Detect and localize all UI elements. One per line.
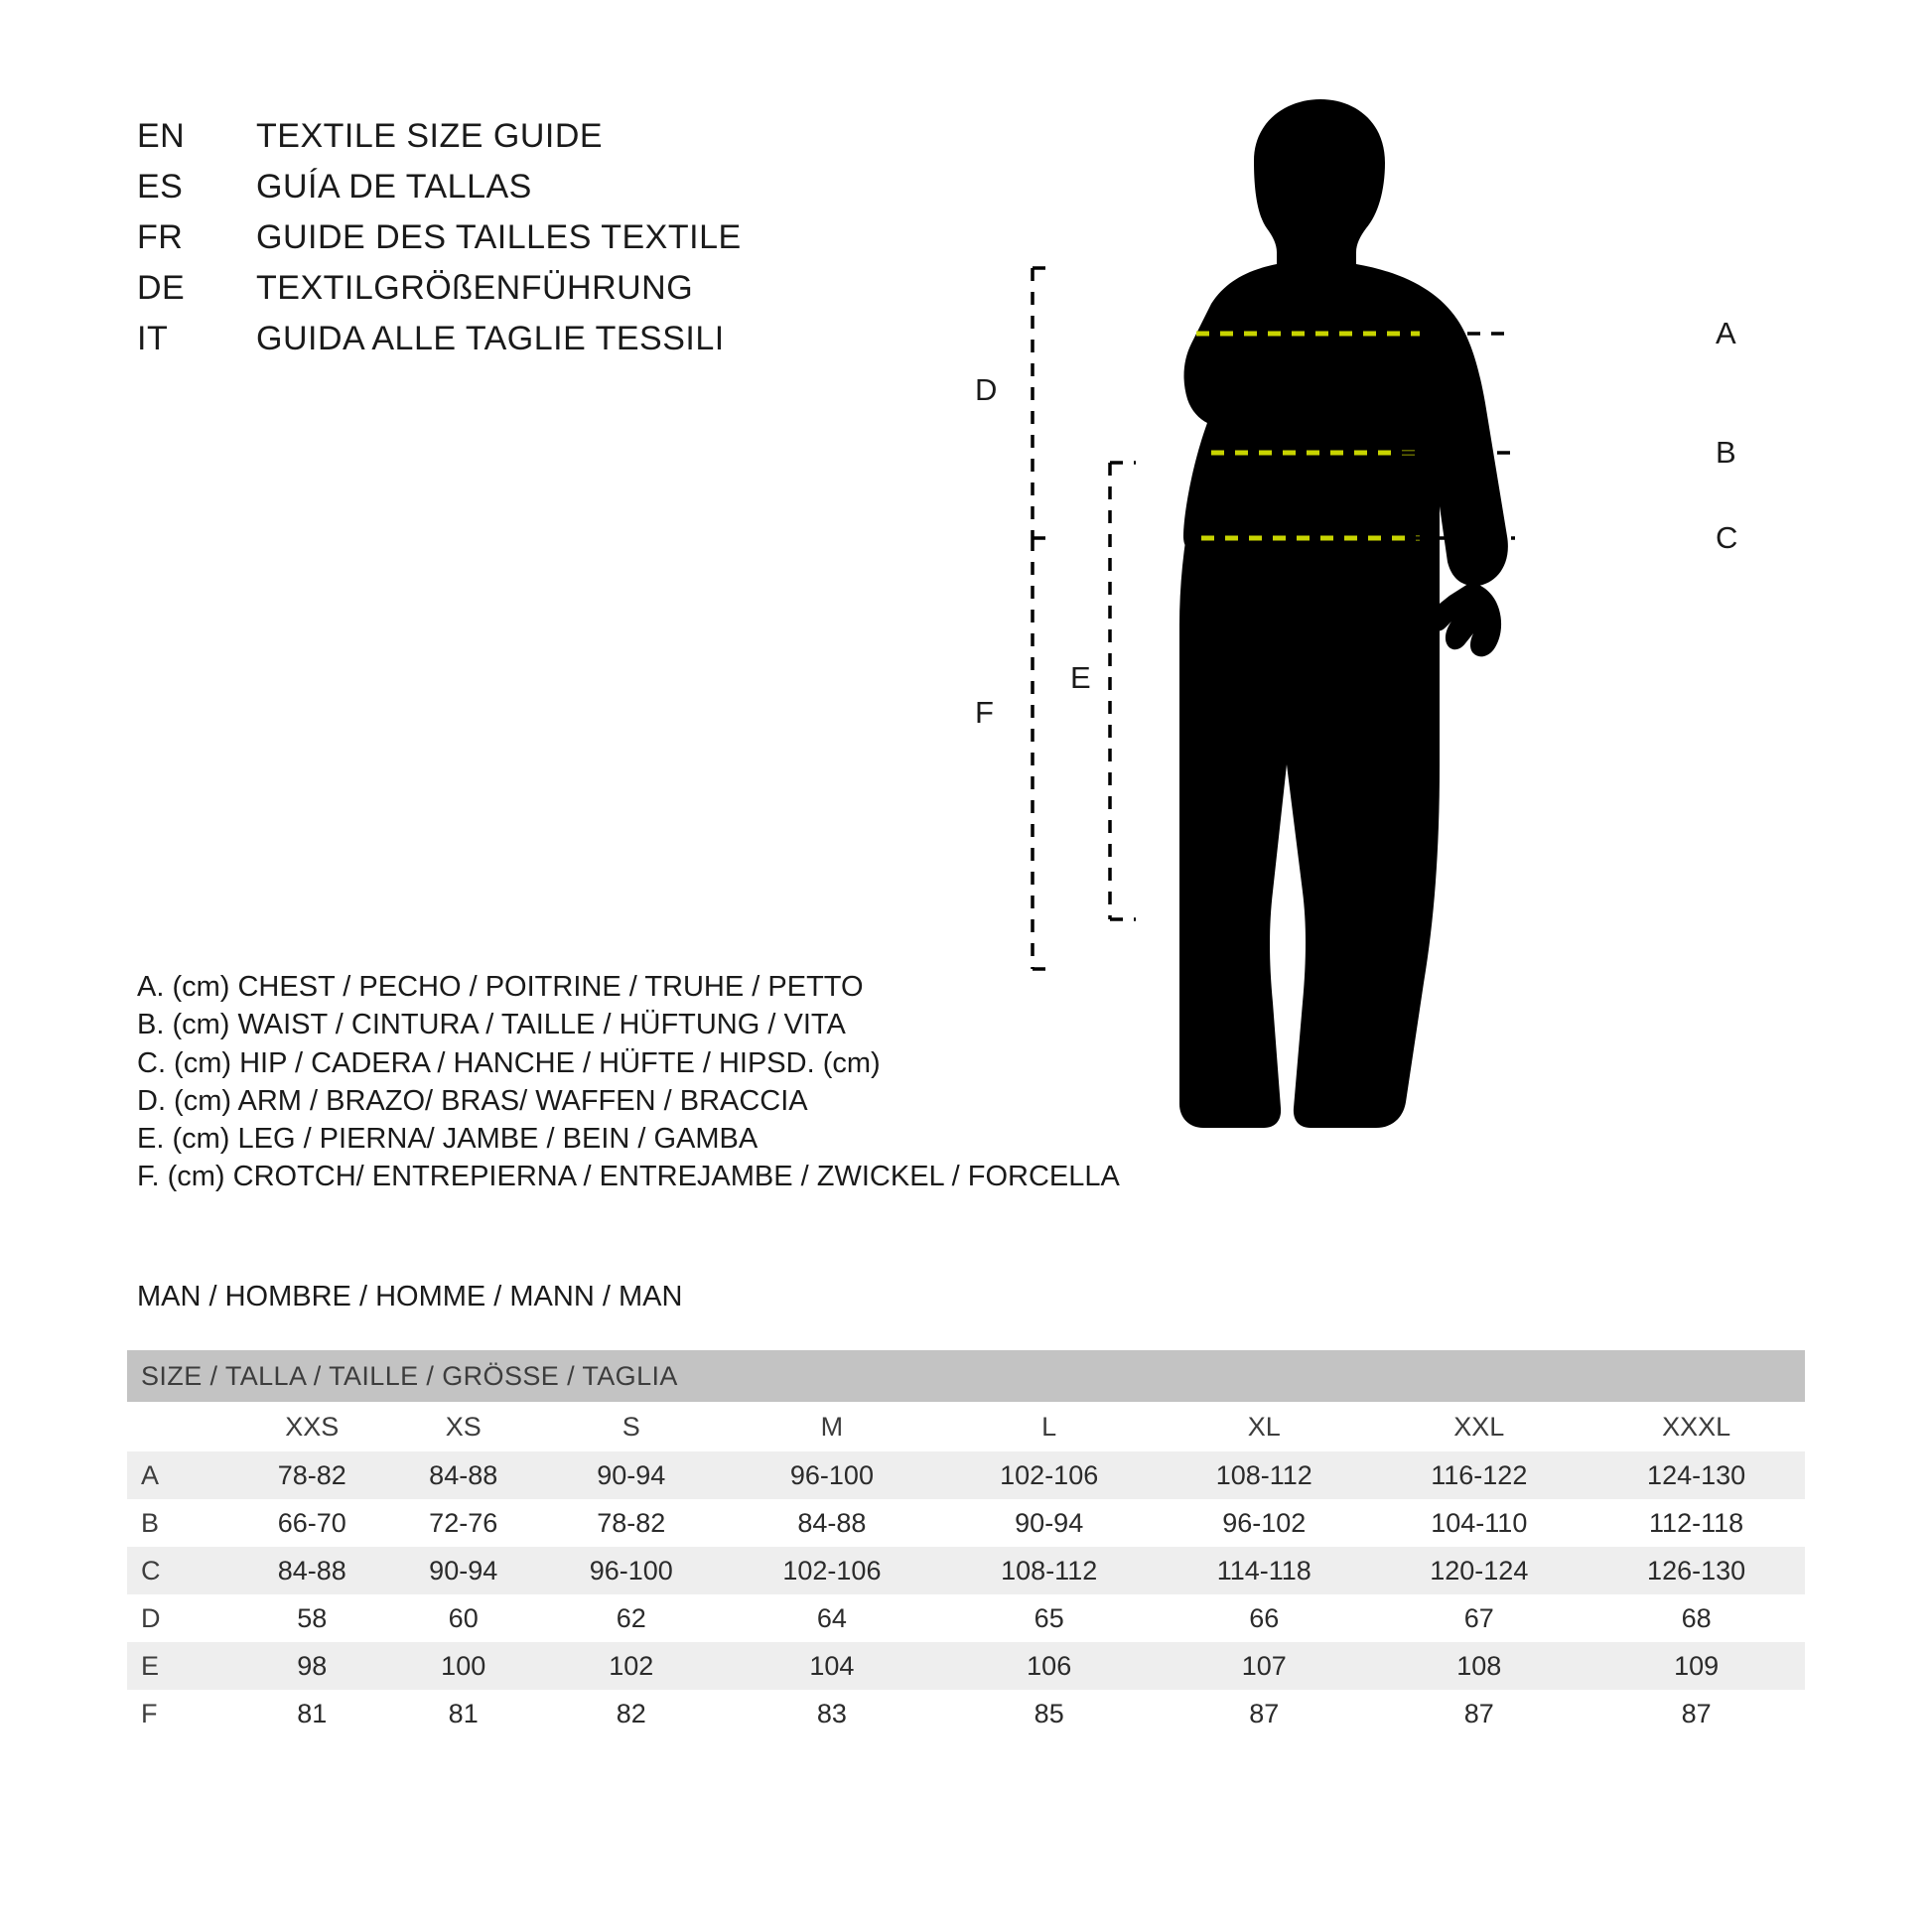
table-cell: 87 xyxy=(1370,1690,1587,1737)
table-row xyxy=(127,1594,1805,1642)
legend-item-b: B. (cm) WAIST / CINTURA / TAILLE / HÜFTUNG / VITA xyxy=(137,1009,846,1041)
table-cell: 102 xyxy=(539,1642,724,1690)
row-label: B xyxy=(127,1499,236,1547)
column-header: XXXL xyxy=(1587,1402,1805,1451)
language-row xyxy=(137,269,892,320)
table-cell: 84-88 xyxy=(236,1547,387,1594)
table-cell: 102-106 xyxy=(724,1547,941,1594)
table-cell: 67 xyxy=(1370,1594,1587,1642)
table-cell: 96-100 xyxy=(539,1547,724,1594)
language-title-block xyxy=(137,117,892,370)
table-row xyxy=(127,1642,1805,1690)
table-band-title-row xyxy=(127,1350,1805,1402)
language-row xyxy=(137,168,892,218)
bracket-d xyxy=(1033,268,1056,538)
column-header: L xyxy=(940,1402,1158,1451)
legend-item-c: C. (cm) HIP / CADERA / HANCHE / HÜFTE / HIPSD. (cm) xyxy=(137,1046,881,1079)
row-label: A xyxy=(127,1451,236,1499)
table-cell: 102-106 xyxy=(940,1451,1158,1499)
table-row xyxy=(127,1451,1805,1499)
language-code: DE xyxy=(137,269,186,307)
label-d: D xyxy=(975,372,998,407)
size-table xyxy=(127,1350,1805,1737)
column-header: XXL xyxy=(1370,1402,1587,1451)
language-code: EN xyxy=(137,117,186,155)
table-row xyxy=(127,1499,1805,1547)
table-cell: 72-76 xyxy=(387,1499,538,1547)
table-cell: 68 xyxy=(1587,1594,1805,1642)
column-header: XS xyxy=(387,1402,538,1451)
language-code: FR xyxy=(137,218,184,256)
table-cell: 64 xyxy=(724,1594,941,1642)
table-cell: 112-118 xyxy=(1587,1499,1805,1547)
column-header: S xyxy=(539,1402,724,1451)
label-a: A xyxy=(1716,316,1736,350)
legend-item-e: E. (cm) LEG / PIERNA/ JAMBE / BEIN / GAMBA xyxy=(137,1123,759,1156)
table-cell: 60 xyxy=(387,1594,538,1642)
table-corner-cell xyxy=(127,1402,236,1451)
label-b: B xyxy=(1716,435,1736,470)
table-cell: 84-88 xyxy=(724,1499,941,1547)
table-cell: 78-82 xyxy=(236,1451,387,1499)
table-cell: 90-94 xyxy=(940,1499,1158,1547)
table-cell: 96-100 xyxy=(724,1451,941,1499)
table-cell: 96-102 xyxy=(1158,1499,1370,1547)
table-cell: 83 xyxy=(724,1690,941,1737)
row-label: F xyxy=(127,1690,236,1737)
table-cell: 85 xyxy=(940,1690,1158,1737)
table-cell: 66 xyxy=(1158,1594,1370,1642)
language-row xyxy=(137,117,892,168)
body-measurement-diagram xyxy=(975,69,1827,1221)
language-title: TEXTILE SIZE GUIDE xyxy=(256,117,604,155)
table-cell: 87 xyxy=(1158,1690,1370,1737)
table-cell: 81 xyxy=(387,1690,538,1737)
male-silhouette-icon xyxy=(1179,99,1508,1128)
table-cell: 58 xyxy=(236,1594,387,1642)
label-f: F xyxy=(975,695,994,730)
row-label: C xyxy=(127,1547,236,1594)
table-cell: 100 xyxy=(387,1642,538,1690)
language-code: IT xyxy=(137,320,169,357)
table-cell: 114-118 xyxy=(1158,1547,1370,1594)
table-cell: 62 xyxy=(539,1594,724,1642)
table-cell: 120-124 xyxy=(1370,1547,1587,1594)
label-e: E xyxy=(1070,660,1091,695)
language-title: TEXTILGRÖßENFÜHRUNG xyxy=(256,269,694,307)
table-cell: 116-122 xyxy=(1370,1451,1587,1499)
table-cell: 104 xyxy=(724,1642,941,1690)
language-title: GUIDE DES TAILLES TEXTILE xyxy=(256,218,742,256)
table-cell: 84-88 xyxy=(387,1451,538,1499)
language-title: GUIDA ALLE TAGLIE TESSILI xyxy=(256,320,725,357)
table-cell: 108-112 xyxy=(940,1547,1158,1594)
table-cell: 108-112 xyxy=(1158,1451,1370,1499)
table-cell: 90-94 xyxy=(387,1547,538,1594)
row-label: D xyxy=(127,1594,236,1642)
table-column-header-row xyxy=(127,1402,1805,1451)
gender-label: MAN / HOMBRE / HOMME / MANN / MAN xyxy=(137,1281,683,1312)
table-cell: 82 xyxy=(539,1690,724,1737)
table-cell: 98 xyxy=(236,1642,387,1690)
bracket-e xyxy=(1110,463,1136,919)
legend-item-d: D. (cm) ARM / BRAZO/ BRAS/ WAFFEN / BRACCIA xyxy=(137,1084,808,1117)
table-cell: 66-70 xyxy=(236,1499,387,1547)
column-header: XL xyxy=(1158,1402,1370,1451)
table-cell: 124-130 xyxy=(1587,1451,1805,1499)
language-title: GUÍA DE TALLAS xyxy=(256,168,532,206)
language-row xyxy=(137,218,892,269)
table-cell: 126-130 xyxy=(1587,1547,1805,1594)
table-cell: 109 xyxy=(1587,1642,1805,1690)
table-cell: 104-110 xyxy=(1370,1499,1587,1547)
table-cell: 65 xyxy=(940,1594,1158,1642)
table-cell: 87 xyxy=(1587,1690,1805,1737)
column-header: XXS xyxy=(236,1402,387,1451)
language-row xyxy=(137,320,892,370)
table-row xyxy=(127,1690,1805,1737)
table-cell: 107 xyxy=(1158,1642,1370,1690)
table-band-title: SIZE / TALLA / TAILLE / GRÖSSE / TAGLIA xyxy=(127,1350,1805,1402)
label-c: C xyxy=(1716,520,1738,555)
legend-item-f: F. (cm) CROTCH/ ENTREPIERNA / ENTREJAMBE / ZWICKEL / FORCELLA xyxy=(137,1161,1120,1193)
language-code: ES xyxy=(137,168,184,206)
bracket-f xyxy=(1033,538,1056,969)
row-label: E xyxy=(127,1642,236,1690)
table-cell: 108 xyxy=(1370,1642,1587,1690)
table-cell: 78-82 xyxy=(539,1499,724,1547)
table-row xyxy=(127,1547,1805,1594)
table-cell: 90-94 xyxy=(539,1451,724,1499)
table-cell: 106 xyxy=(940,1642,1158,1690)
column-header: M xyxy=(724,1402,941,1451)
table-cell: 81 xyxy=(236,1690,387,1737)
legend-item-a: A. (cm) CHEST / PECHO / POITRINE / TRUHE / PETTO xyxy=(137,971,864,1003)
